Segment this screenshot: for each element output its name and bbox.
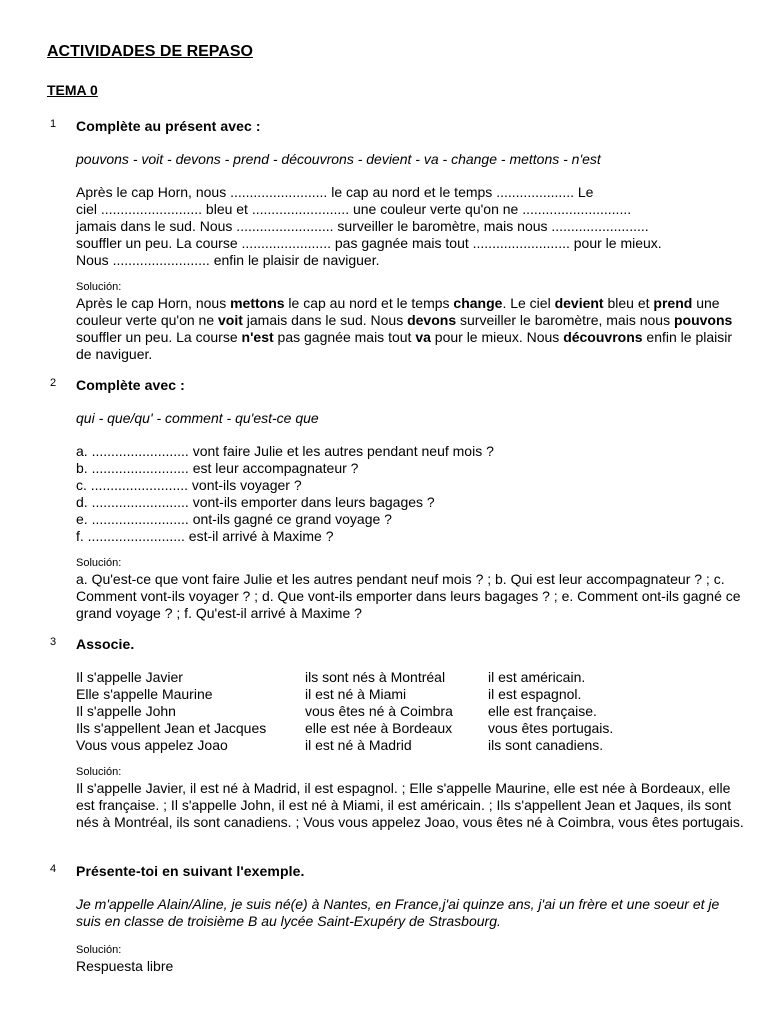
- association-column-names: [76, 669, 266, 754]
- text-line: Après le cap Horn, nous ......................... le cap au nord et le temps .................... Le: [76, 184, 594, 200]
- list-item: il est américain.: [488, 669, 586, 685]
- list-item: il est né à Madrid: [305, 737, 412, 753]
- solution-label: Solución:: [76, 557, 122, 569]
- exercise-instruction: Complète au présent avec :: [76, 118, 261, 134]
- solution-segment: souffler un peu. La course: [76, 329, 242, 345]
- solution-segment: une couleur verte qu'on ne: [76, 295, 720, 328]
- list-item: vous êtes né à Coimbra: [305, 703, 453, 719]
- exercise-number: 4: [50, 863, 57, 875]
- word-bank: qui - que/qu' - comment - qu'est-ce que: [76, 410, 319, 426]
- list-item: f. ......................... est-il arrivé à Maxime ?: [76, 528, 334, 544]
- answer-word: voit: [218, 312, 243, 328]
- list-item: Ils s'appellent Jean et Jacques: [76, 720, 267, 736]
- exercise-number: 2: [50, 377, 57, 389]
- text-line: ciel .......................... bleu et ......................... une couleur verte qu'on ne ............................: [76, 201, 632, 217]
- exercise-instruction: Présente-toi en suivant l'exemple.: [76, 863, 305, 879]
- association-column-nationalities: [488, 669, 613, 754]
- solution-text: a. Qu'est-ce que vont faire Julie et les autres pendant neuf mois ? ; b. Qui est leur accompagnateur ? ; c. Comment vont-ils voyager ? ; d. Que vont-ils emporter dans leurs bagages ? ; e. Comment ont-ils gagné ce grand voyage ? ; f. Qu'est-il arrivé à Maxime ?: [76, 571, 741, 621]
- exercise-number: 1: [50, 118, 57, 130]
- exercise-items: [76, 443, 494, 545]
- list-item: Il s'appelle John: [76, 703, 176, 719]
- text-line: jamais dans le sud. Nous ......................... surveiller le baromètre, mais nous .........................: [76, 218, 649, 234]
- document-title: ACTIVIDADES DE REPASO: [47, 43, 253, 60]
- text-line: souffler un peu. La course ....................... pas gagnée mais tout ......................... pour le mieux.: [76, 235, 662, 251]
- solution-label: Solución:: [76, 944, 122, 956]
- solution-segment: pour le mieux. Nous: [430, 329, 564, 345]
- solution-segment: enfin le plaisir de naviguer.: [76, 329, 733, 362]
- list-item: il est espagnol.: [488, 686, 582, 702]
- answer-word: va: [415, 329, 431, 345]
- solution-label: Solución:: [76, 281, 122, 293]
- list-item: a. ......................... vont faire Julie et les autres pendant neuf mois ?: [76, 443, 494, 459]
- list-item: Elle s'appelle Maurine: [76, 686, 213, 702]
- solution-segment: jamais dans le sud. Nous: [242, 312, 408, 328]
- list-item: e. ......................... ont-ils gagné ce grand voyage ?: [76, 511, 392, 527]
- answer-word: découvrons: [563, 329, 643, 345]
- exercise-instruction: Complète avec :: [76, 377, 185, 393]
- word-bank: pouvons - voit - devons - prend - découvrons - devient - va - change - mettons - n'est: [76, 151, 601, 167]
- solution-text: Il s'appelle Javier, il est né à Madrid, il est espagnol. ; Elle s'appelle Maurine, elle est née à Bordeaux, elle est française. ; Il s'appelle John, il est né à Miami, il est américain. ; Ils s'appellent Jean et Jaques, ils sont nés à Montréal, ils sont canadiens. ; Vous vous appelez Joao, vous êtes né à Coimbra, vous êtes portugais.: [76, 780, 744, 830]
- answer-word: prend: [653, 295, 693, 311]
- list-item: ils sont nés à Montréal: [305, 669, 446, 685]
- solution-label: Solución:: [76, 766, 122, 778]
- answer-word: mettons: [230, 295, 285, 311]
- answer-word: devient: [554, 295, 604, 311]
- list-item: vous êtes portugais.: [488, 720, 614, 736]
- list-item: ils sont canadiens.: [488, 737, 604, 753]
- list-item: c. ......................... vont-ils voyager ?: [76, 477, 302, 493]
- list-item: Il s'appelle Javier: [76, 669, 183, 685]
- list-item: il est né à Miami: [305, 686, 407, 702]
- answer-word: devons: [407, 312, 457, 328]
- exercise-instruction: Associe.: [76, 636, 135, 652]
- exercise-text: [76, 184, 746, 269]
- text-line: Nous ......................... enfin le plaisir de naviguer.: [76, 252, 380, 268]
- section-heading: TEMA 0: [47, 82, 98, 98]
- answer-word: pouvons: [673, 312, 733, 328]
- solution-segment: surveiller le baromètre, mais nous: [456, 312, 674, 328]
- example-text: Je m'appelle Alain/Aline, je suis né(e) à Nantes, en France,j'ai quinze ans, j'ai un frère et une soeur et je suis en classe de troisième B au lycée Saint-Exupéry de Strasbourg.: [76, 896, 720, 929]
- solution-segment: pas gagnée mais tout: [273, 329, 416, 345]
- solution-text: [76, 295, 751, 363]
- solution-segment: le cap au nord et le temps: [284, 295, 454, 311]
- solution-segment: . Le ciel: [502, 295, 555, 311]
- exercise-number: 3: [50, 636, 57, 648]
- solution-segment: bleu et: [603, 295, 654, 311]
- list-item: elle est née à Bordeaux: [305, 720, 453, 736]
- answer-word: change: [453, 295, 503, 311]
- answer-word: n'est: [241, 329, 274, 345]
- association-column-birthplaces: [305, 669, 453, 754]
- list-item: b. ......................... est leur accompagnateur ?: [76, 460, 359, 476]
- list-item: elle est française.: [488, 703, 597, 719]
- solution-text: Respuesta libre: [76, 958, 174, 974]
- list-item: d. ......................... vont-ils emporter dans leurs bagages ?: [76, 494, 435, 510]
- solution-segment: Après le cap Horn, nous: [76, 295, 231, 311]
- list-item: Vous vous appelez Joao: [76, 737, 228, 753]
